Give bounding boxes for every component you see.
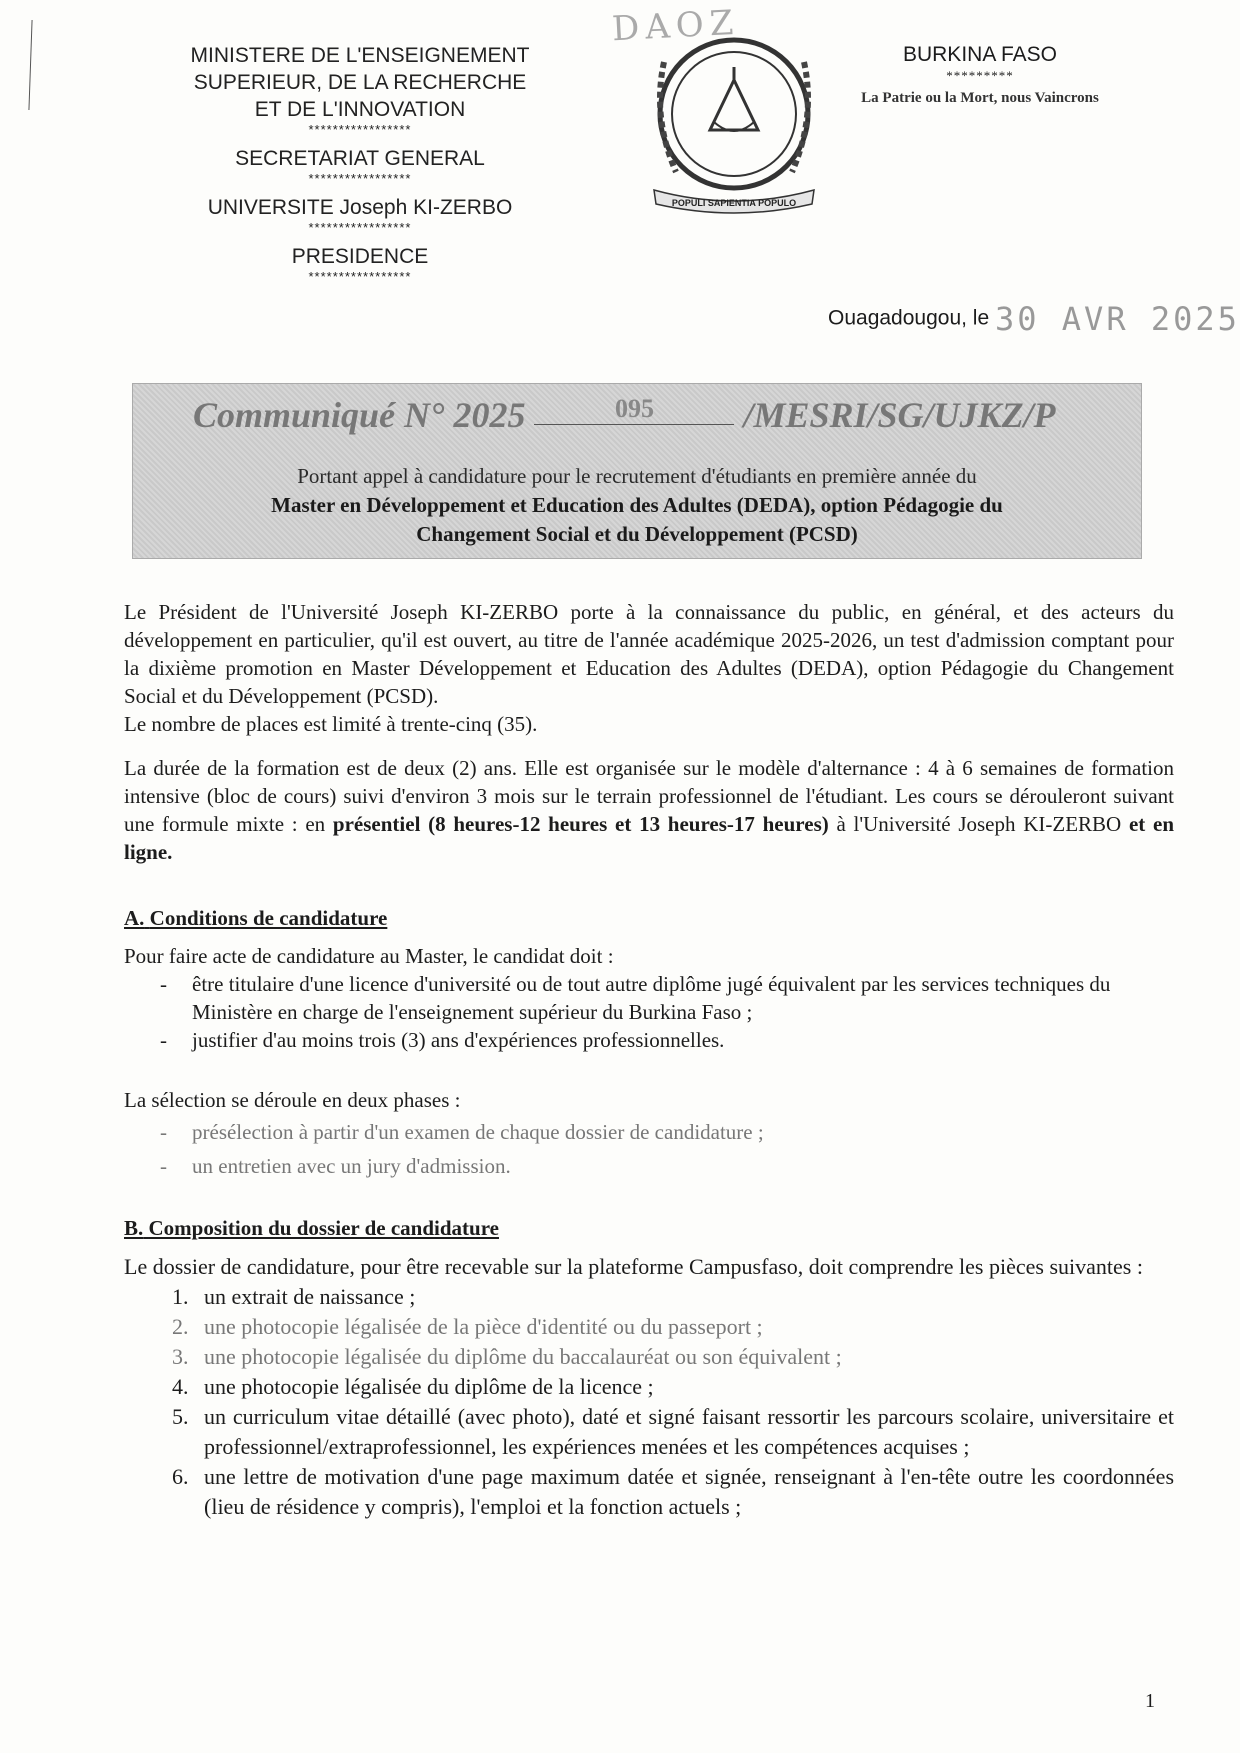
subject-line: Master en Développement et Education des Adultes (DEDA), option Pédagogie du xyxy=(271,493,1003,517)
list-item: - être titulaire d'une licence d'université ou de tout autre diplôme jugé équivalent par les services techniques du Ministère en charge de l'enseignement supérieur du Burkina Faso ; xyxy=(124,970,1174,1026)
section-b xyxy=(124,1214,1174,1522)
list-item: 3. une photocopie légalisée du diplôme du baccalauréat ou son équivalent ; xyxy=(194,1342,1174,1372)
conditions-list xyxy=(124,970,1174,1054)
list-item: 2. une photocopie légalisée de la pièce d'identité ou du passeport ; xyxy=(194,1312,1174,1342)
national-motto: La Patrie ou la Mort, nous Vaincrons xyxy=(861,90,1099,106)
intro-paragraph: Le Président de l'Université Joseph KI-ZERBO porte à la connaissance du public, en général, et des acteurs du développement en particulier, qu'il est ouvert, au titre de l'année académique 2025-2026, un test d'admission comptant pour la dixième promotion en Master Développement et Education des Adultes (DEDA), option Pédagogie du Changement Social et du Développement (PCSD). xyxy=(124,600,1174,708)
ministry-line: ET DE L'INNOVATION xyxy=(254,98,466,121)
country-header xyxy=(845,42,1115,107)
location-text: à l'Université Joseph KI-ZERBO xyxy=(836,812,1122,836)
separator-stars: ***************** xyxy=(308,269,412,284)
subject-line: Changement Social et du Développement (PCSD) xyxy=(416,522,858,546)
list-item: 4. une photocopie légalisée du diplôme de la licence ; xyxy=(194,1372,1174,1402)
subject-line: Portant appel à candidature pour le recrutement d'étudiants en première année du xyxy=(297,464,977,488)
selection-list xyxy=(124,1118,1174,1180)
university-seal-logo xyxy=(634,22,834,222)
section-letter: B. xyxy=(124,1216,144,1240)
list-item: - présélection à partir d'un examen de chaque dossier de candidature ; xyxy=(124,1118,1174,1146)
svg-text:POPULI SAPIENTIA POPULO: POPULI SAPIENTIA POPULO xyxy=(671,198,797,208)
communique-reference xyxy=(193,394,1056,436)
country-name: BURKINA FASO xyxy=(902,43,1058,66)
separator-stars: ********* xyxy=(946,68,1014,83)
separator-stars: ***************** xyxy=(308,220,412,235)
list-item: 1. un extrait de naissance ; xyxy=(194,1282,1174,1312)
communique-banner xyxy=(132,383,1142,559)
section-letter: A. xyxy=(124,906,145,930)
online-bold: et en ligne. xyxy=(124,812,1174,864)
ministry-line: SUPERIEUR, DE LA RECHERCHE xyxy=(193,71,527,94)
intro-section xyxy=(124,598,1174,866)
section-a xyxy=(124,904,1174,1180)
page-number: 1 xyxy=(1145,1690,1155,1712)
handwritten-note: DAOZ xyxy=(611,2,741,50)
separator-stars: ***************** xyxy=(308,171,412,186)
dossier-lead: Le dossier de candidature, pour être recevable sur la plateforme Campusfaso, doit comprendre les pièces suivantes : xyxy=(124,1254,1143,1279)
date-line xyxy=(828,300,1240,338)
reference-suffix: /MESRI/SG/UJKZ/P xyxy=(743,395,1056,435)
schedule-bold: présentiel (8 heures-12 heures et 13 heures-17 heures) xyxy=(332,812,829,836)
presidence-label: PRESIDENCE xyxy=(291,245,429,268)
duration-text: La durée de la formation est de deux (2) ans. Elle est organisée sur le modèle d'alternance : 4 à 6 semaines de formation intensive (bloc de cours) suivi d'environ 3 mois sur le terrain professionnel de l'étudiant. Les cours se dérouleront suivant une formule mixte : en xyxy=(124,756,1174,836)
duration-paragraph xyxy=(124,754,1174,866)
date-stamp: 30 AVR 2025 xyxy=(994,300,1240,338)
date-place: Ouagadougou, le xyxy=(828,306,990,330)
university-label: UNIVERSITE Joseph KI-ZERBO xyxy=(207,196,513,219)
reference-prefix: Communiqué N° 2025 xyxy=(193,395,526,435)
ministry-header xyxy=(150,42,570,284)
section-title: Composition du dossier de candidature xyxy=(148,1216,499,1240)
scan-margin-mark xyxy=(28,20,32,110)
section-b-heading xyxy=(124,1214,1174,1242)
separator-stars: ***************** xyxy=(308,122,412,137)
conditions-lead: Pour faire acte de candidature au Master, le candidat doit : xyxy=(124,944,614,968)
list-item: 6. une lettre de motivation d'une page maximum datée et signée, renseignant à l'en-tête outre les coordonnées (lieu de résidence y compris), l'emploi et la fonction actuels ; xyxy=(194,1462,1174,1522)
list-item: 5. un curriculum vitae détaillé (avec photo), daté et signé faisant ressortir les parcours scolaire, universitaire et professionnel/extraprofessionnel, les expériences menées et les compétences acquises ; xyxy=(194,1402,1174,1462)
list-item: - justifier d'au moins trois (3) ans d'expériences professionnelles. xyxy=(124,1026,1174,1054)
dossier-list xyxy=(124,1282,1174,1522)
section-a-heading xyxy=(124,904,1174,932)
section-title: Conditions de candidature xyxy=(149,906,388,930)
list-item: - un entretien avec un jury d'admission. xyxy=(124,1152,1174,1180)
communique-subject xyxy=(153,462,1121,549)
ministry-line: MINISTERE DE L'ENSEIGNEMENT xyxy=(190,44,530,67)
places-paragraph: Le nombre de places est limité à trente-cinq (35). xyxy=(124,712,538,736)
secretariat-label: SECRETARIAT GENERAL xyxy=(235,147,485,170)
selection-lead: La sélection se déroule en deux phases : xyxy=(124,1088,461,1112)
reference-number: 095 xyxy=(534,394,734,425)
